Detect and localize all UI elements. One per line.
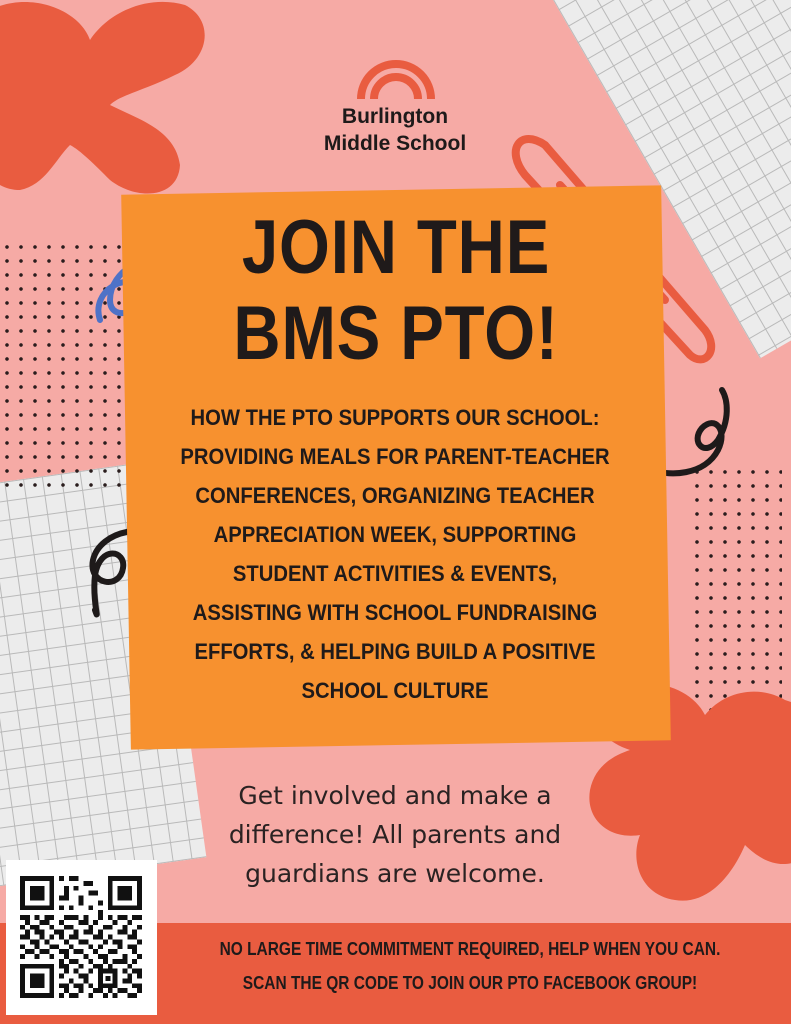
qr-code-icon [20,876,142,998]
supports-line: CONFERENCES, ORGANIZING TEACHER [195,483,595,508]
invite-line: guardians are welcome. [245,859,545,888]
headline-line1: JOIN THE [241,205,551,290]
supports-line: ASSISTING WITH SCHOOL FUNDRAISING [192,600,598,625]
rainbow-arch-logo-icon [357,57,435,99]
supports-line: HOW THE PTO SUPPORTS OUR SCHOOL: [190,405,600,430]
school-name-line2: Middle School [323,132,467,155]
qr-code[interactable] [6,860,157,1015]
supports-line: APPRECIATION WEEK, SUPPORTING [213,522,577,547]
supports-line: STUDENT ACTIVITIES & EVENTS, [232,561,558,586]
footer-text [203,932,736,1000]
school-name-line1: Burlington [341,105,449,128]
invite-line: Get involved and make a [238,781,552,810]
invite-line: difference! All parents and [228,820,562,849]
footer-line1: NO LARGE TIME COMMITMENT REQUIRED, HELP WHEN YOU CAN. [219,939,721,959]
pto-supports-text [142,398,648,710]
school-name [250,103,540,157]
invite-text [190,776,600,893]
supports-line: PROVIDING MEALS FOR PARENT-TEACHER [180,444,610,469]
supports-line: EFFORTS, & HELPING BUILD A POSITIVE [194,639,596,664]
supports-line: SCHOOL CULTURE [301,678,489,703]
footer-line2: SCAN THE QR CODE TO JOIN OUR PTO FACEBOOK GROUP! [242,973,698,993]
headline [164,205,628,377]
headline-line2: BMS PTO! [233,291,559,376]
coral-blob-top-left [0,2,205,194]
